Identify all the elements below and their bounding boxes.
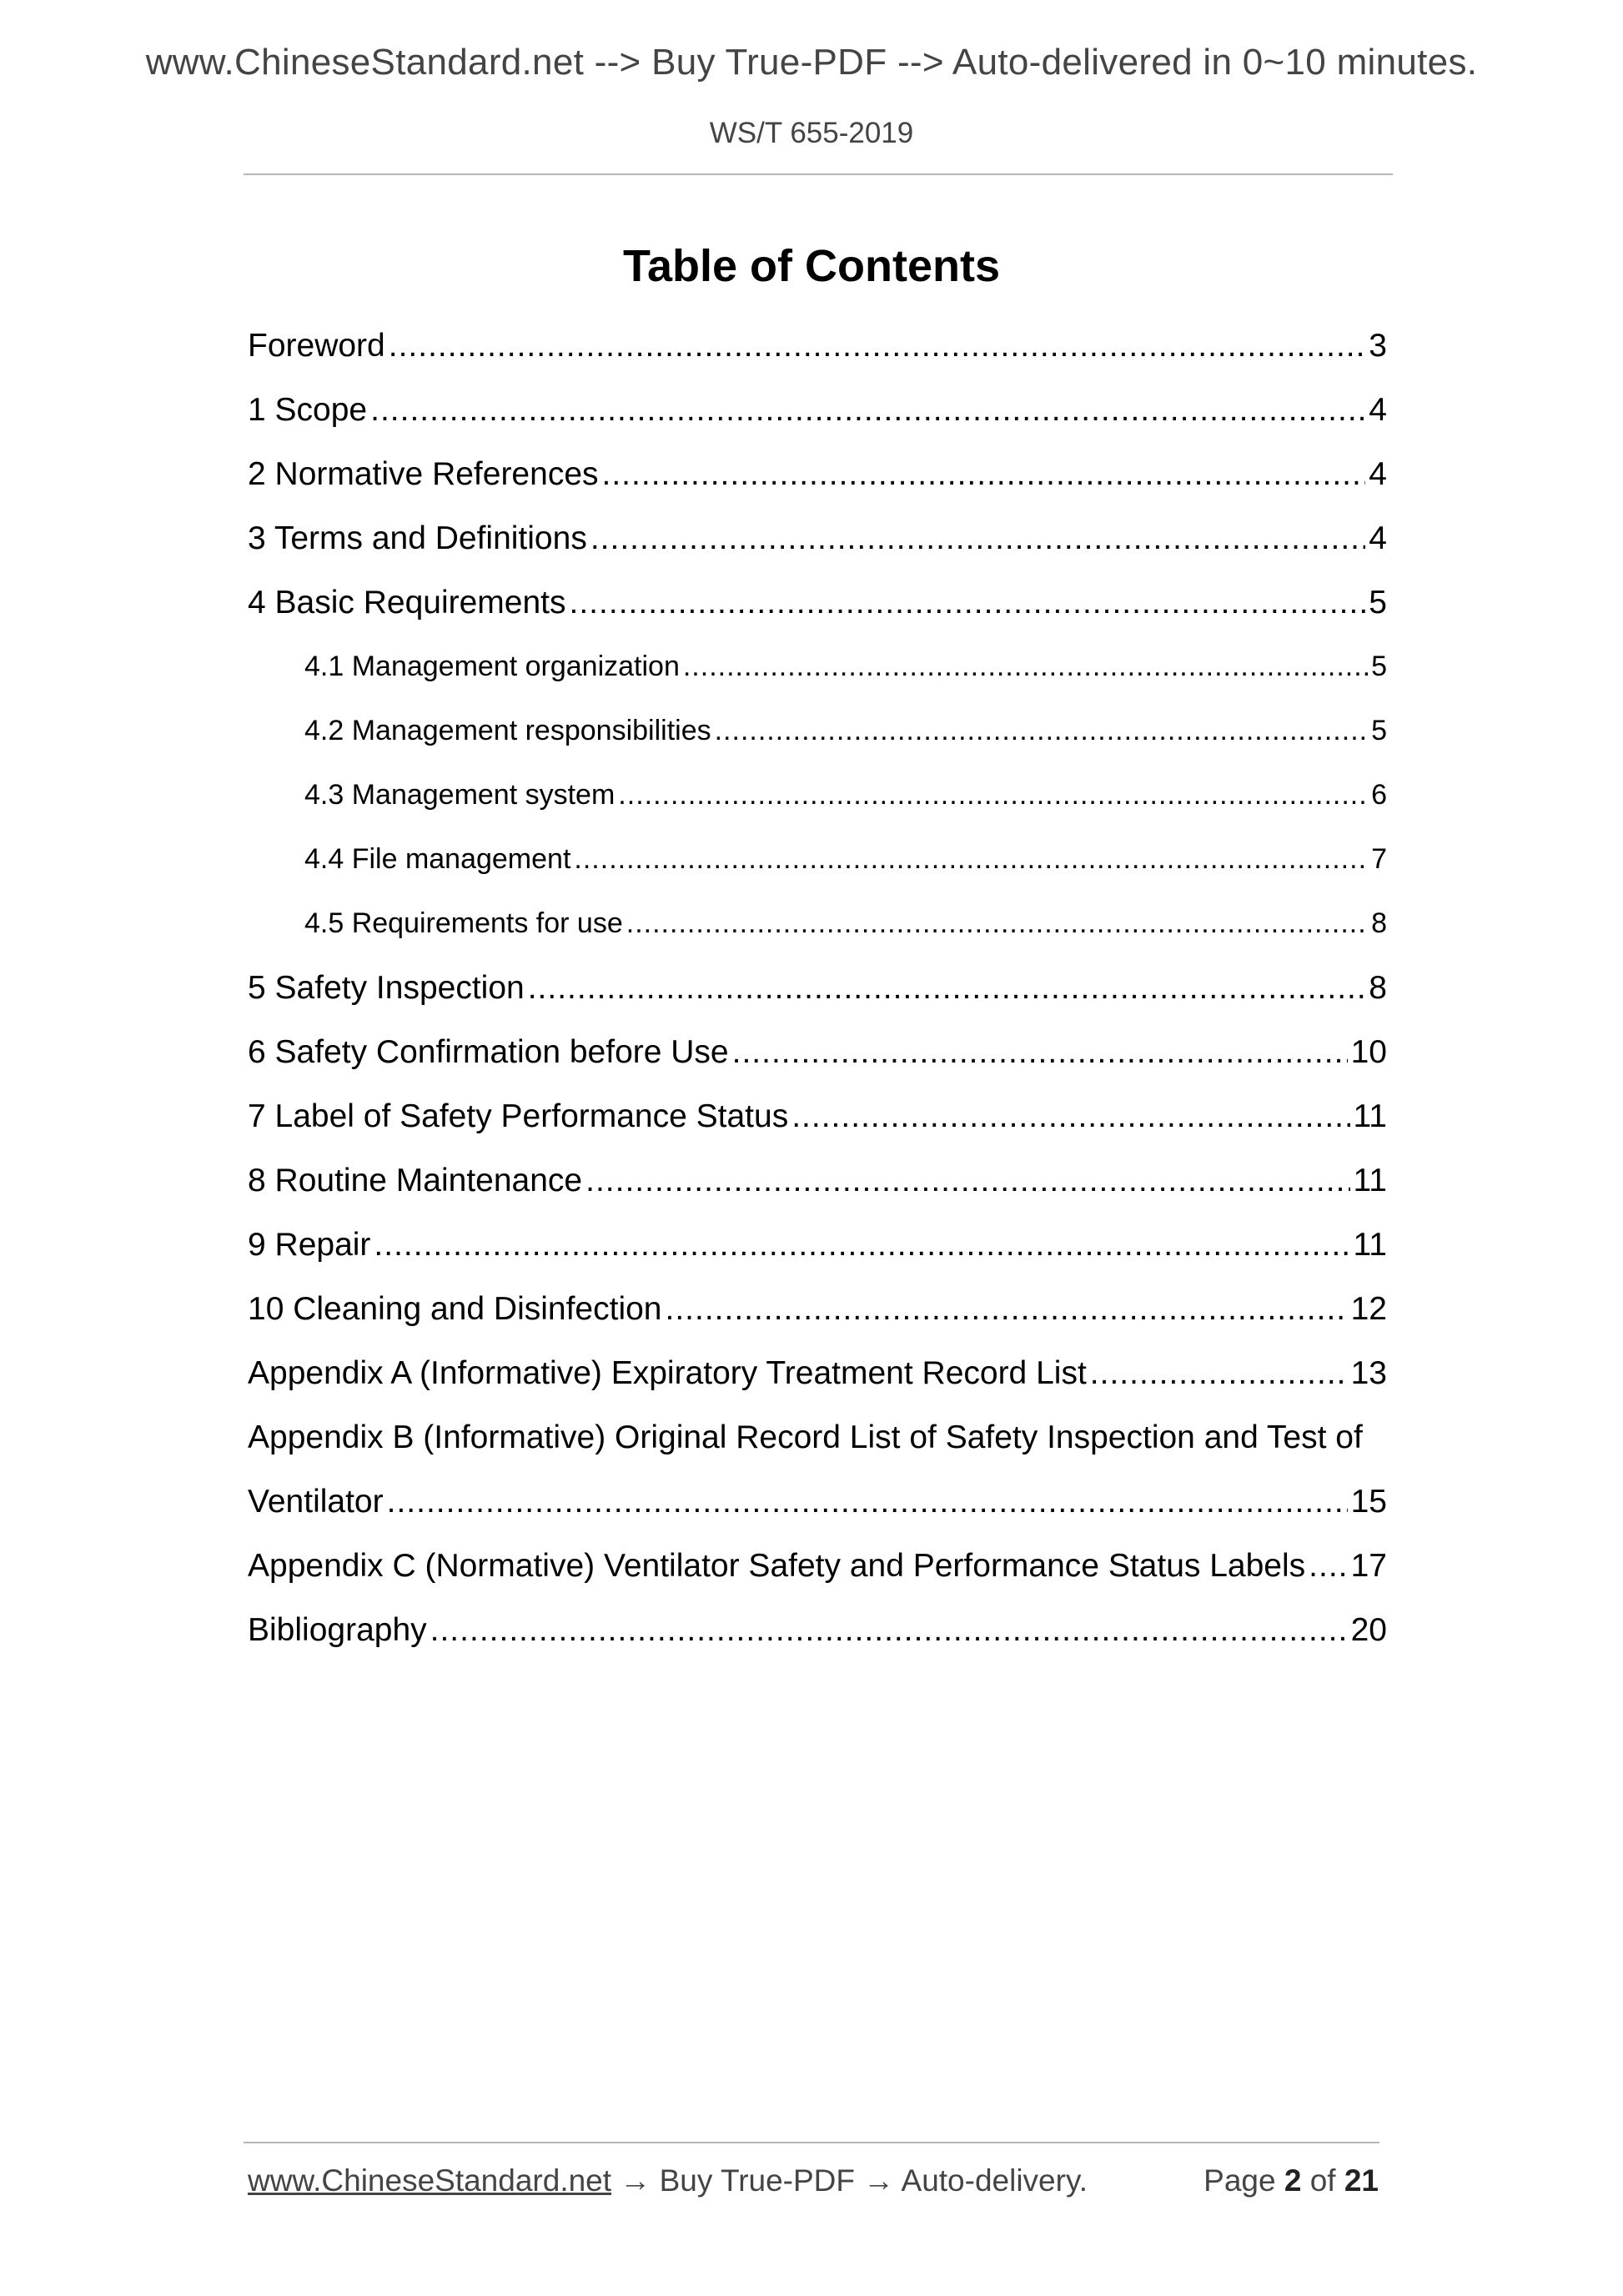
toc-entry-repair[interactable] xyxy=(248,1213,1387,1277)
toc-entry-page: 7 xyxy=(1371,843,1387,875)
toc-title: Table of Contents xyxy=(623,241,1000,291)
toc-leader-dots xyxy=(732,1020,1348,1084)
footer-left xyxy=(248,2163,1088,2198)
page-word: Page xyxy=(1203,2163,1276,2198)
toc-entry-appendix-a[interactable] xyxy=(248,1341,1387,1405)
page-current: 2 xyxy=(1284,2163,1302,2198)
toc-entry-appendix-c[interactable] xyxy=(248,1534,1387,1598)
toc-entry-page: 4 xyxy=(1369,520,1387,556)
toc-entry-label: 6 Safety Confirmation before Use xyxy=(248,1034,729,1070)
toc-entry-label: 9 Repair xyxy=(248,1227,371,1263)
toc-entry-scope[interactable] xyxy=(248,378,1387,442)
footer-site-link[interactable]: www.ChineseStandard.net xyxy=(248,2163,612,2198)
toc-leader-dots xyxy=(715,699,1368,763)
toc-entry-page: 11 xyxy=(1353,1163,1387,1198)
toc-entry-management-system[interactable] xyxy=(248,763,1387,827)
toc-entry-label: 1 Scope xyxy=(248,392,368,428)
toc-leader-dots xyxy=(374,1213,1349,1277)
toc-entry-routine-maintenance[interactable] xyxy=(248,1148,1387,1213)
toc-entry-label: Bibliography xyxy=(248,1612,427,1648)
toc-entry-page: 4 xyxy=(1369,392,1387,428)
header-divider xyxy=(244,173,1393,175)
top-banner: www.ChineseStandard.net --> Buy True-PDF --> Auto-delivered in 0~10 minutes. xyxy=(145,42,1478,83)
toc-entry-terms-definitions[interactable] xyxy=(248,506,1387,570)
toc-entry-cleaning-disinfection[interactable] xyxy=(248,1277,1387,1341)
toc-entry-label: Ventilator xyxy=(248,1484,384,1520)
toc-leader-dots xyxy=(570,570,1366,635)
toc-entry-label: 4.3 Management system xyxy=(304,779,616,811)
toc-entry-page: 17 xyxy=(1350,1548,1387,1584)
toc-entry-label: 5 Safety Inspection xyxy=(248,970,525,1006)
footer-tagline: → Buy True-PDF → Auto-delivery. xyxy=(620,2163,1088,2198)
toc-leader-dots xyxy=(1309,1534,1347,1598)
toc-entry-page: 4 xyxy=(1369,456,1387,492)
toc-leader-dots xyxy=(602,442,1366,506)
document-code: WS/T 655-2019 xyxy=(709,117,914,149)
toc-entry-page: 6 xyxy=(1371,779,1387,811)
toc-entry-label: 4 Basic Requirements xyxy=(248,585,566,620)
toc-entry-label: 4.5 Requirements for use xyxy=(304,907,623,939)
footer-divider xyxy=(244,2142,1379,2143)
toc-entry-label: 8 Routine Maintenance xyxy=(248,1163,583,1198)
toc-entry-label: Appendix B (Informative) Original Record List of Safety Inspection and Test of xyxy=(248,1419,1363,1455)
toc-entry-safety-inspection[interactable] xyxy=(248,956,1387,1020)
toc-leader-dots xyxy=(791,1084,1349,1148)
toc-leader-dots xyxy=(626,892,1368,956)
toc-entry-basic-requirements[interactable] xyxy=(248,570,1387,635)
toc-entry-page: 8 xyxy=(1371,907,1387,939)
toc-leader-dots xyxy=(387,1470,1348,1534)
toc-entry-label: Appendix C (Normative) Ventilator Safety and Performance Status Labels xyxy=(248,1548,1306,1584)
toc-entry-page: 8 xyxy=(1369,970,1387,1006)
toc-entry-label: 10 Cleaning and Disinfection xyxy=(248,1291,662,1327)
toc-leader-dots xyxy=(430,1598,1348,1662)
toc-entry-page: 10 xyxy=(1350,1034,1387,1070)
toc-leader-dots xyxy=(590,506,1365,570)
toc-leader-dots xyxy=(618,763,1368,827)
toc-entry-page: 11 xyxy=(1353,1098,1387,1134)
toc-entry-label: 4.1 Management organization xyxy=(304,651,680,682)
of-word: of xyxy=(1309,2163,1336,2198)
toc-entry-requirements-for-use[interactable] xyxy=(248,892,1387,956)
toc-entry-management-organization[interactable] xyxy=(248,635,1387,699)
toc-leader-dots xyxy=(683,635,1368,699)
toc-entry-safety-confirmation[interactable] xyxy=(248,1020,1387,1084)
toc-leader-dots xyxy=(1090,1341,1348,1405)
page-footer xyxy=(248,2163,1379,2198)
toc-entry-page: 15 xyxy=(1350,1484,1387,1520)
toc-entry-page: 5 xyxy=(1369,585,1387,620)
toc-entry-file-management[interactable] xyxy=(248,827,1387,892)
toc-entry-label: 4.4 File management xyxy=(304,843,571,875)
toc-leader-dots xyxy=(574,827,1368,892)
toc-entry-page: 11 xyxy=(1353,1227,1387,1263)
toc-entry-page: 5 xyxy=(1371,715,1387,746)
toc-leader-dots xyxy=(585,1148,1349,1213)
toc-entry-label: 7 Label of Safety Performance Status xyxy=(248,1098,789,1134)
toc-entry-normative-references[interactable] xyxy=(248,442,1387,506)
toc-entry-page: 3 xyxy=(1369,328,1387,364)
table-of-contents xyxy=(248,314,1387,1662)
page-total: 21 xyxy=(1344,2163,1379,2198)
toc-leader-dots xyxy=(666,1277,1348,1341)
toc-leader-dots xyxy=(370,378,1365,442)
toc-entry-page: 12 xyxy=(1350,1291,1387,1327)
toc-entry-label: Appendix A (Informative) Expiratory Treatment Record List xyxy=(248,1355,1087,1391)
toc-entry-label: 2 Normative References xyxy=(248,456,599,492)
toc-entry-label: 4.2 Management responsibilities xyxy=(304,715,711,746)
toc-entry-page: 13 xyxy=(1350,1355,1387,1391)
toc-entry-page: 5 xyxy=(1371,651,1387,682)
toc-entry-management-responsibilities[interactable] xyxy=(248,699,1387,763)
toc-entry-label-safety-status[interactable] xyxy=(248,1084,1387,1148)
toc-entry-bibliography[interactable] xyxy=(248,1598,1387,1662)
toc-entry-appendix-b-continued[interactable] xyxy=(248,1470,1387,1534)
toc-leader-dots xyxy=(528,956,1366,1020)
page-number xyxy=(1203,2163,1379,2198)
toc-entry-label: 3 Terms and Definitions xyxy=(248,520,587,556)
toc-leader-dots xyxy=(389,314,1366,378)
toc-entry-appendix-b[interactable] xyxy=(248,1405,1387,1470)
toc-entry-page: 20 xyxy=(1350,1612,1387,1648)
toc-entry-label: Foreword xyxy=(248,328,385,364)
toc-entry-foreword[interactable] xyxy=(248,314,1387,378)
